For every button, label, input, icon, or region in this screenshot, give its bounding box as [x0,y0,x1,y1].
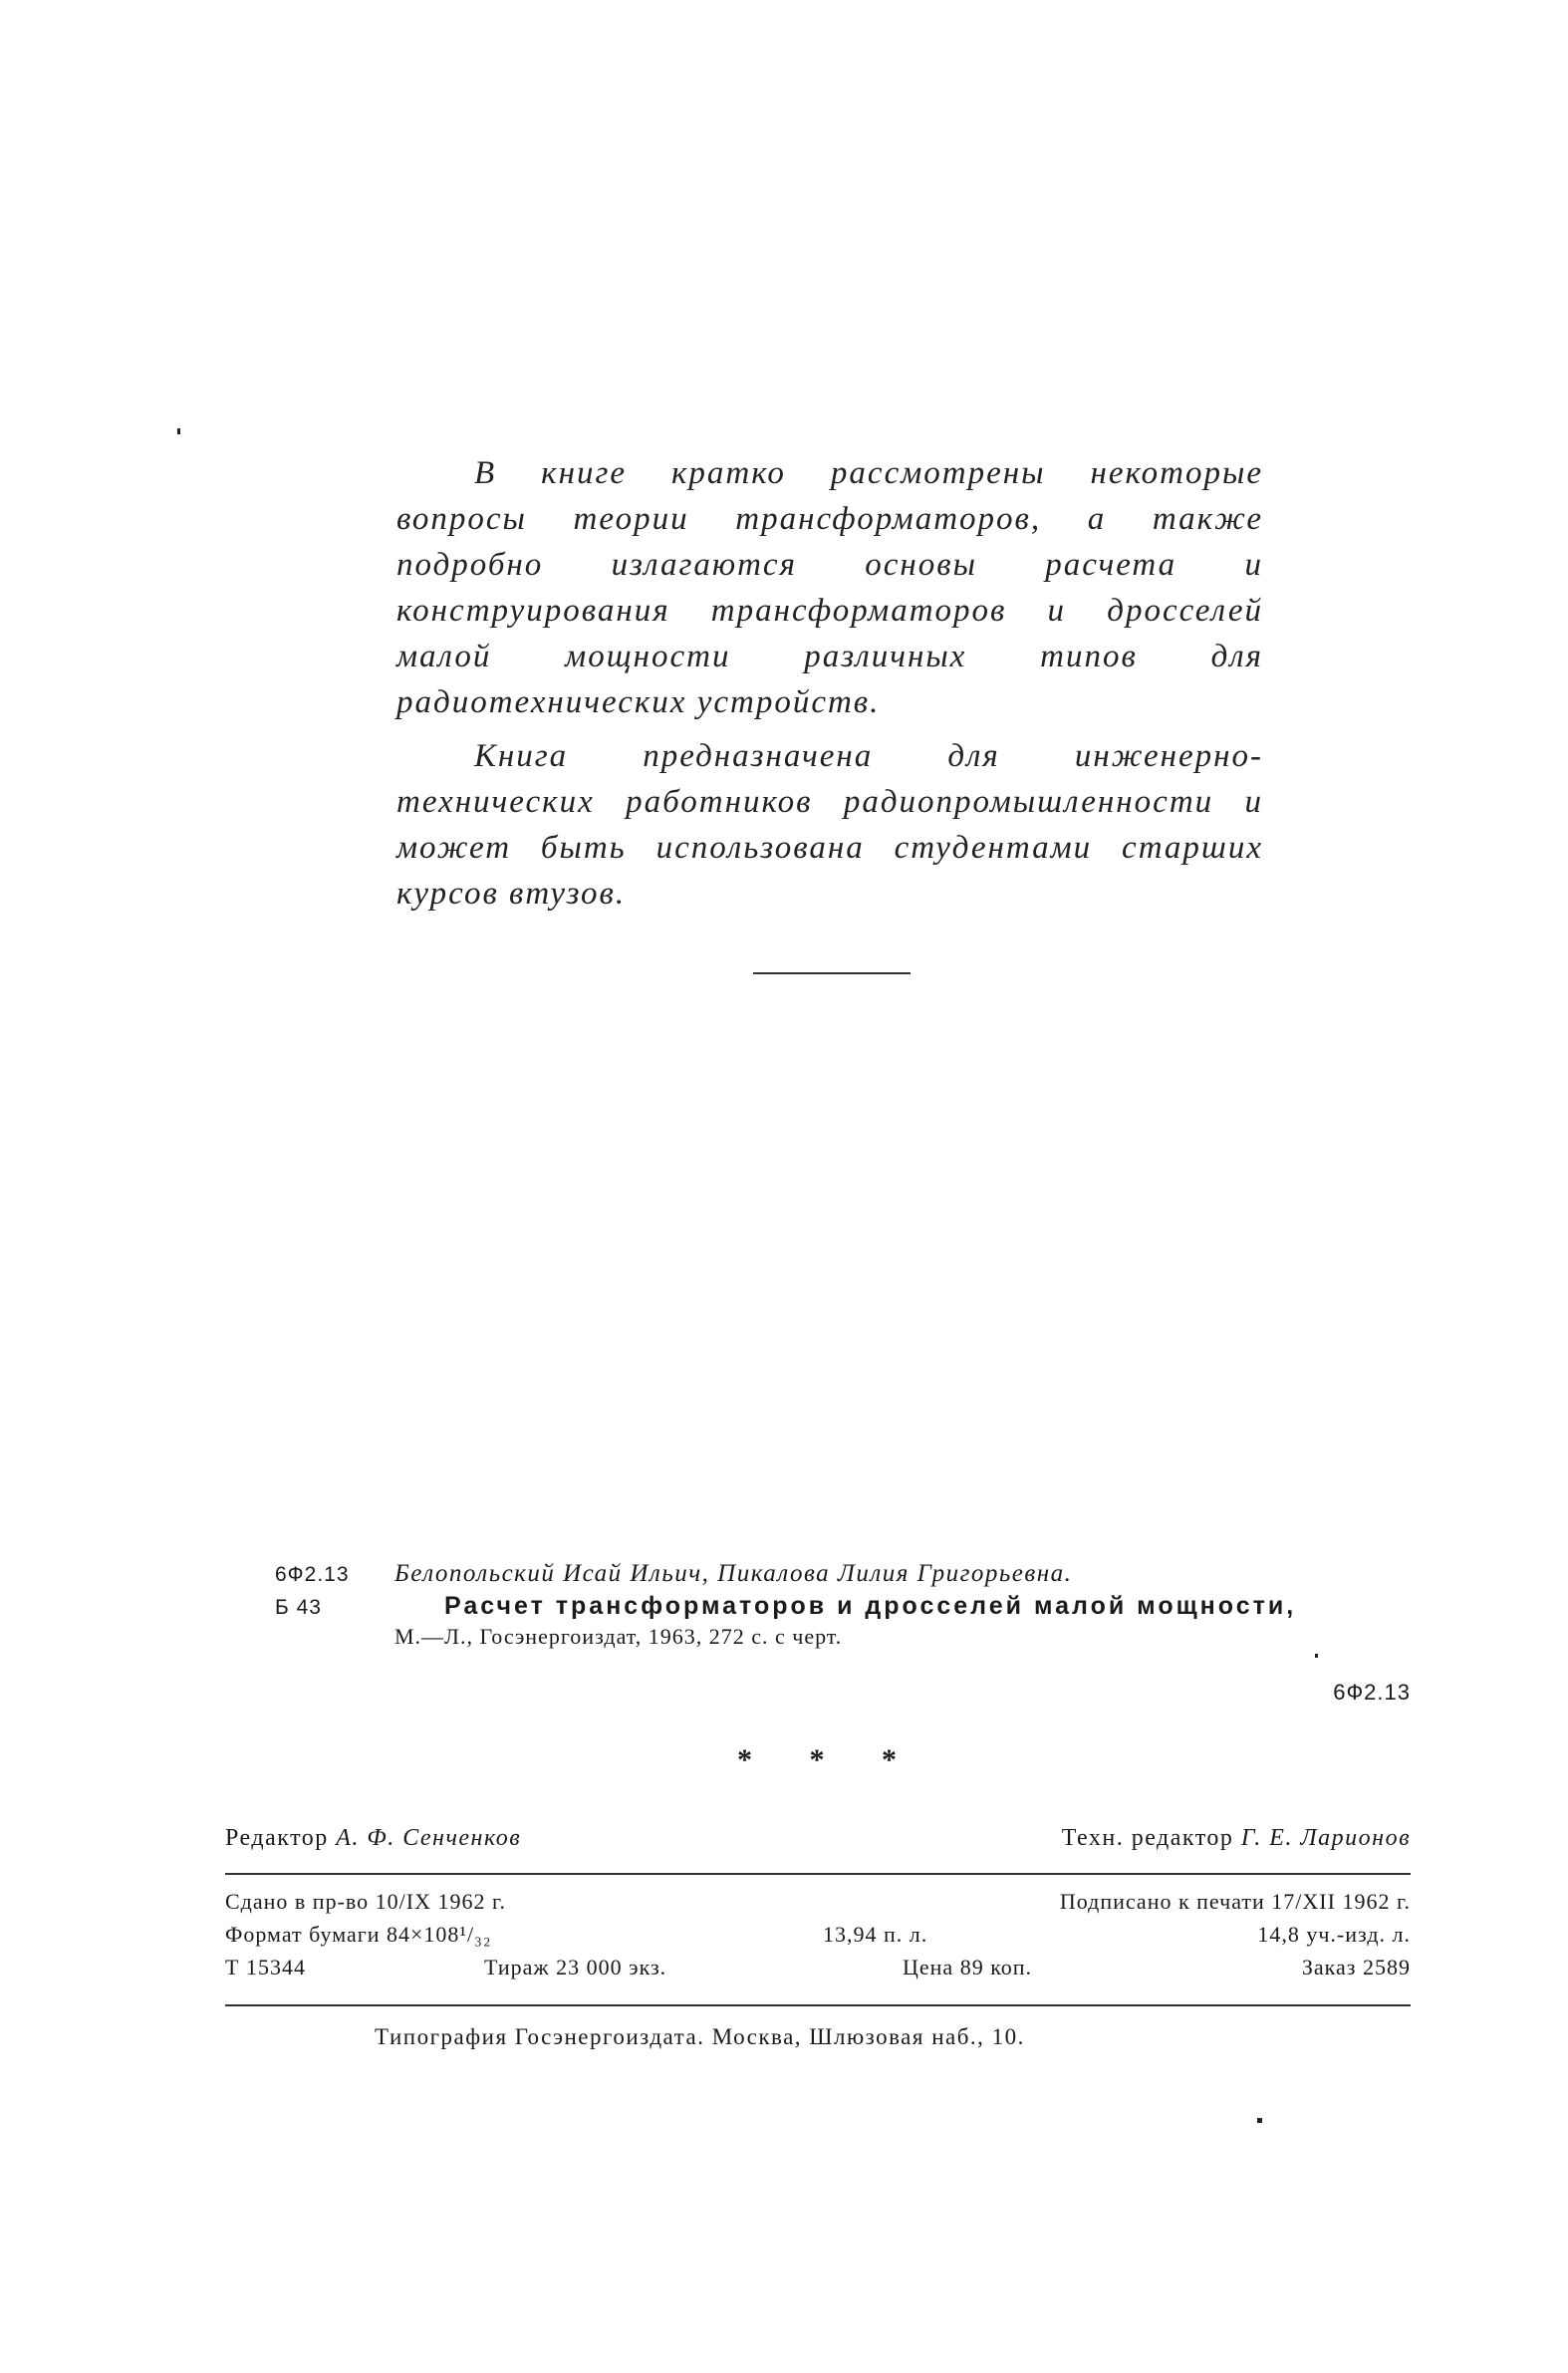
editor-name: А. Ф. Сенченков [336,1825,522,1851]
authors: Белопольский Исай Ильич, Пикалова Лилия Григорьевна. [394,1560,1073,1587]
publishing-sheets: 14,8 уч.-изд. л. [1257,1922,1411,1947]
scan-speck [177,428,180,434]
imprint-row [225,1922,1411,1955]
printer-info: Типография Госэнергоиздата. Москва, Шлюзовая наб., 10. [375,2024,1025,2049]
editors-line [225,1825,1411,1852]
class-code-right: 6Ф2.13 [1333,1680,1411,1705]
author-code: Б 43 [275,1596,322,1619]
editor [225,1825,521,1852]
paper-format: Формат бумаги 84×108¹/₃₂ [225,1922,492,1947]
editor-label: Редактор [225,1825,329,1851]
circulation: Тираж 23 000 экз. [484,1955,667,1979]
star: * [737,1743,752,1776]
abstract-paragraph-1: В книге кратко рассмотрены некоторые вопросы теории трансформаторов, а также подробно излагаются основы расчета и конструирования трансформаторов и дросселей малой мощности различных типов для радиотехнических устройств. [396,455,1263,720]
imprint-row [225,1955,1411,1987]
scan-speck [1315,1654,1318,1658]
imprint-row [225,1889,1411,1922]
scan-speck [1257,2118,1262,2123]
tech-editor-name: Г. Е. Ларионов [1240,1825,1411,1851]
tech-editor-label: Техн. редактор [1061,1825,1234,1851]
abstract [396,450,1263,917]
star: * [882,1743,897,1776]
printed-sheets: 13,94 п. л. [823,1922,928,1947]
book-title: Расчет трансформаторов и дросселей малой мощности, [444,1592,1297,1620]
bibliographic-record [275,1560,1421,1705]
star: * [809,1743,825,1776]
publication-info: М.—Л., Госэнергоиздат, 1963, 272 с. с черт. [394,1624,843,1649]
order-t: Т 15344 [225,1955,306,1979]
imprint-rule-top [225,1873,1411,1875]
order-number: Заказ 2589 [1301,1955,1411,1979]
abstract-paragraph-2: Книга предназначена для инженерно-технических работников радиопромышленности и может быть использована студентами старших курсов втузов. [396,738,1263,912]
imprint [225,1889,1411,1987]
signed: Подписано к печати 17/XII 1962 г. [1059,1889,1411,1914]
submitted: Сдано в пр-во 10/IX 1962 г. [225,1889,506,1914]
separator-stars [737,1743,897,1777]
tech-editor [1062,1825,1411,1852]
imprint-rule-bottom [225,2004,1411,2006]
price: Цена 89 коп. [903,1955,1033,1979]
class-code: 6Ф2.13 [275,1563,350,1586]
section-divider [753,972,911,974]
